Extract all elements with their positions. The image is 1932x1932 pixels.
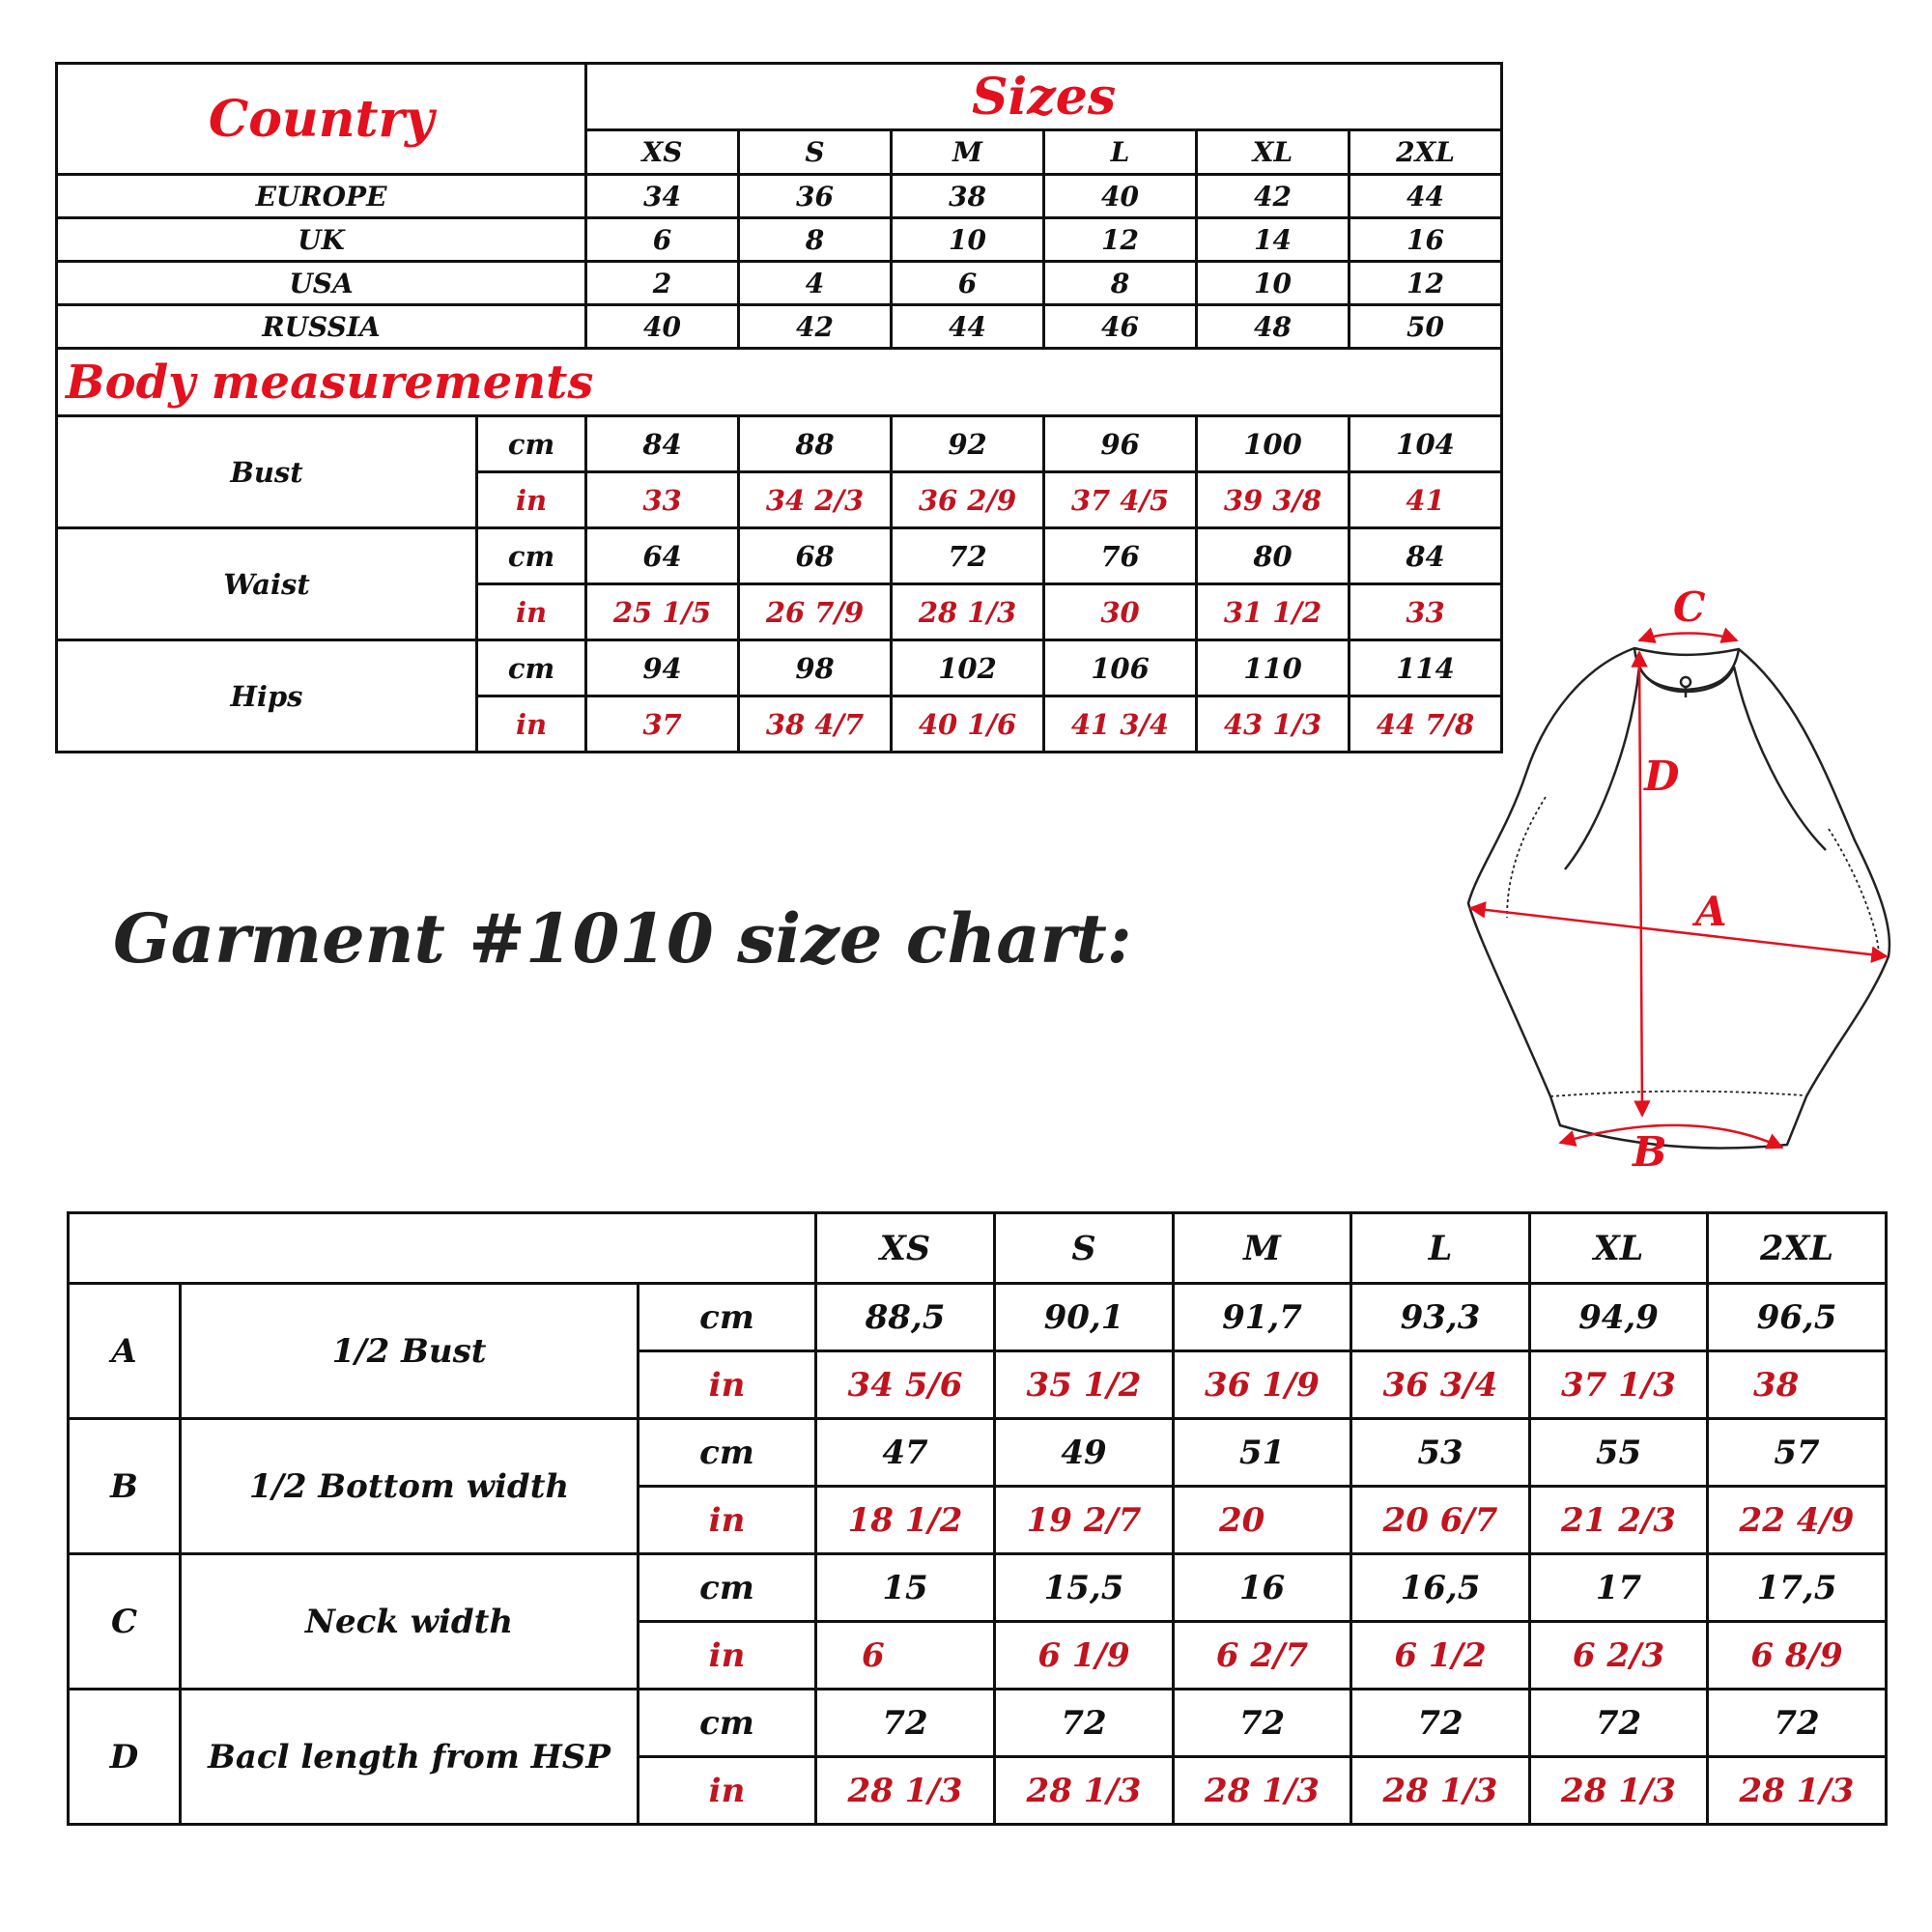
size-header: L xyxy=(1044,130,1197,175)
unit-label: in xyxy=(477,472,586,528)
country-size-table xyxy=(55,62,1503,753)
size-value: 48 xyxy=(1197,305,1350,349)
in-value: 38 xyxy=(1708,1351,1887,1419)
in-value: 39 3/8 xyxy=(1197,472,1350,528)
measurement-name: Hips xyxy=(57,640,477,753)
measurement-name: Bust xyxy=(57,416,477,528)
size-value: 36 xyxy=(739,175,892,218)
unit-label: cm xyxy=(639,1690,816,1757)
in-value: 44 7/8 xyxy=(1350,696,1502,753)
cm-value: 94,9 xyxy=(1530,1284,1708,1351)
table-row xyxy=(69,1419,1887,1487)
cm-value: 55 xyxy=(1530,1419,1708,1487)
cm-value: 53 xyxy=(1351,1419,1530,1487)
in-value: 41 xyxy=(1350,472,1502,528)
table-row xyxy=(57,416,1502,472)
cm-value: 96,5 xyxy=(1708,1284,1887,1351)
in-value: 33 xyxy=(1350,584,1502,640)
cm-value: 57 xyxy=(1708,1419,1887,1487)
country-name: EUROPE xyxy=(57,175,586,218)
in-value: 6 2/7 xyxy=(1174,1622,1351,1690)
page-title: Garment #1010 size chart: xyxy=(113,898,1132,979)
size-value: 2 xyxy=(586,262,739,305)
size-header: L xyxy=(1351,1213,1530,1284)
cm-value: 76 xyxy=(1044,528,1197,584)
in-value: 6 8/9 xyxy=(1708,1622,1887,1690)
cm-value: 68 xyxy=(739,528,892,584)
unit-label: in xyxy=(639,1351,816,1419)
arrow-a xyxy=(1470,908,1887,956)
in-value: 6 xyxy=(816,1622,995,1690)
cm-value: 15 xyxy=(816,1554,995,1622)
size-value: 50 xyxy=(1350,305,1502,349)
unit-label: in xyxy=(639,1757,816,1825)
in-value: 6 1/9 xyxy=(995,1622,1174,1690)
body-measurements-title: Body measurements xyxy=(57,349,1502,416)
table-row xyxy=(57,175,1502,218)
garment-stitching xyxy=(1507,797,1879,1096)
in-value: 20 xyxy=(1174,1487,1351,1554)
in-value: 28 1/3 xyxy=(1351,1757,1530,1825)
table-row xyxy=(57,640,1502,696)
in-value: 37 xyxy=(586,696,739,753)
label-c: C xyxy=(1673,589,1706,631)
row-letter: C xyxy=(69,1554,181,1690)
in-value: 37 1/3 xyxy=(1530,1351,1708,1419)
label-a: A xyxy=(1695,888,1727,935)
cm-value: 64 xyxy=(586,528,739,584)
table-row xyxy=(57,305,1502,349)
size-value: 14 xyxy=(1197,218,1350,262)
size-value: 10 xyxy=(1197,262,1350,305)
cm-value: 100 xyxy=(1197,416,1350,472)
size-value: 40 xyxy=(586,305,739,349)
cm-value: 84 xyxy=(1350,528,1502,584)
row-name: Neck width xyxy=(181,1554,639,1690)
cm-value: 98 xyxy=(739,640,892,696)
in-value: 43 1/3 xyxy=(1197,696,1350,753)
sizes-header: Sizes xyxy=(586,64,1502,130)
size-header: XS xyxy=(816,1213,995,1284)
in-value: 22 4/9 xyxy=(1708,1487,1887,1554)
table-row xyxy=(69,1554,1887,1622)
country-header: Country xyxy=(57,64,586,175)
in-value: 28 1/3 xyxy=(1530,1757,1708,1825)
cm-value: 84 xyxy=(586,416,739,472)
unit-label: cm xyxy=(639,1419,816,1487)
size-value: 12 xyxy=(1044,218,1197,262)
garment-measurement-table xyxy=(67,1211,1888,1826)
size-value: 10 xyxy=(892,218,1044,262)
empty-corner xyxy=(69,1213,816,1284)
arrow-d xyxy=(1639,652,1642,1116)
cm-value: 72 xyxy=(1708,1690,1887,1757)
cm-value: 72 xyxy=(816,1690,995,1757)
row-name: Bacl length from HSP xyxy=(181,1690,639,1825)
in-value: 40 1/6 xyxy=(892,696,1044,753)
row-name: 1/2 Bust xyxy=(181,1284,639,1419)
unit-label: cm xyxy=(639,1284,816,1351)
cm-value: 49 xyxy=(995,1419,1174,1487)
unit-label: cm xyxy=(477,528,586,584)
cm-value: 72 xyxy=(1174,1690,1351,1757)
in-value: 28 1/3 xyxy=(892,584,1044,640)
label-b: B xyxy=(1633,1128,1667,1176)
size-value: 6 xyxy=(586,218,739,262)
size-header: XL xyxy=(1530,1213,1708,1284)
unit-label: cm xyxy=(639,1554,816,1622)
in-value: 35 1/2 xyxy=(995,1351,1174,1419)
in-value: 30 xyxy=(1044,584,1197,640)
cm-value: 72 xyxy=(1530,1690,1708,1757)
cm-value: 16 xyxy=(1174,1554,1351,1622)
in-value: 25 1/5 xyxy=(586,584,739,640)
unit-label: in xyxy=(639,1487,816,1554)
in-value: 18 1/2 xyxy=(816,1487,995,1554)
in-value: 34 5/6 xyxy=(816,1351,995,1419)
row-letter: B xyxy=(69,1419,181,1554)
cm-value: 88 xyxy=(739,416,892,472)
size-header: M xyxy=(1174,1213,1351,1284)
size-header: S xyxy=(739,130,892,175)
table-row xyxy=(57,262,1502,305)
cm-value: 15,5 xyxy=(995,1554,1174,1622)
in-value: 31 1/2 xyxy=(1197,584,1350,640)
cm-value: 91,7 xyxy=(1174,1284,1351,1351)
country-name: USA xyxy=(57,262,586,305)
cm-value: 72 xyxy=(1351,1690,1530,1757)
size-value: 42 xyxy=(1197,175,1350,218)
unit-label: cm xyxy=(477,640,586,696)
in-value: 37 4/5 xyxy=(1044,472,1197,528)
size-header: 2XL xyxy=(1350,130,1502,175)
size-value: 38 xyxy=(892,175,1044,218)
country-name: RUSSIA xyxy=(57,305,586,349)
label-d: D xyxy=(1644,753,1680,800)
cm-value: 90,1 xyxy=(995,1284,1174,1351)
size-value: 12 xyxy=(1350,262,1502,305)
in-value: 28 1/3 xyxy=(816,1757,995,1825)
size-value: 4 xyxy=(739,262,892,305)
row-letter: D xyxy=(69,1690,181,1825)
in-value: 36 2/9 xyxy=(892,472,1044,528)
arrow-b xyxy=(1560,1125,1782,1148)
cm-value: 51 xyxy=(1174,1419,1351,1487)
in-value: 21 2/3 xyxy=(1530,1487,1708,1554)
size-value: 6 xyxy=(892,262,1044,305)
size-value: 40 xyxy=(1044,175,1197,218)
in-value: 36 1/9 xyxy=(1174,1351,1351,1419)
in-value: 34 2/3 xyxy=(739,472,892,528)
unit-label: in xyxy=(477,696,586,753)
cm-value: 72 xyxy=(892,528,1044,584)
in-value: 41 3/4 xyxy=(1044,696,1197,753)
cm-value: 17 xyxy=(1530,1554,1708,1622)
unit-label: in xyxy=(639,1622,816,1690)
cm-value: 102 xyxy=(892,640,1044,696)
cm-value: 92 xyxy=(892,416,1044,472)
table-row xyxy=(69,1690,1887,1757)
in-value: 6 1/2 xyxy=(1351,1622,1530,1690)
size-value: 44 xyxy=(1350,175,1502,218)
size-header: S xyxy=(995,1213,1174,1284)
size-header: XL xyxy=(1197,130,1350,175)
size-value: 42 xyxy=(739,305,892,349)
cm-value: 80 xyxy=(1197,528,1350,584)
size-header: XS xyxy=(586,130,739,175)
size-value: 44 xyxy=(892,305,1044,349)
cm-value: 104 xyxy=(1350,416,1502,472)
in-value: 36 3/4 xyxy=(1351,1351,1530,1419)
cm-value: 110 xyxy=(1197,640,1350,696)
in-value: 19 2/7 xyxy=(995,1487,1174,1554)
cm-value: 72 xyxy=(995,1690,1174,1757)
in-value: 33 xyxy=(586,472,739,528)
table-row xyxy=(57,528,1502,584)
size-value: 34 xyxy=(586,175,739,218)
garment-diagram xyxy=(1454,589,1908,1188)
size-header: M xyxy=(892,130,1044,175)
cm-value: 114 xyxy=(1350,640,1502,696)
cm-value: 88,5 xyxy=(816,1284,995,1351)
size-value: 8 xyxy=(739,218,892,262)
cm-value: 96 xyxy=(1044,416,1197,472)
in-value: 6 2/3 xyxy=(1530,1622,1708,1690)
unit-label: in xyxy=(477,584,586,640)
cm-value: 47 xyxy=(816,1419,995,1487)
measurement-arrows xyxy=(1470,634,1887,1149)
cm-value: 94 xyxy=(586,640,739,696)
garment-outline xyxy=(1468,648,1889,1148)
size-header: 2XL xyxy=(1708,1213,1887,1284)
in-value: 28 1/3 xyxy=(1708,1757,1887,1825)
table-row xyxy=(69,1284,1887,1351)
row-letter: A xyxy=(69,1284,181,1419)
in-value: 38 4/7 xyxy=(739,696,892,753)
country-name: UK xyxy=(57,218,586,262)
size-value: 16 xyxy=(1350,218,1502,262)
row-name: 1/2 Bottom width xyxy=(181,1419,639,1554)
unit-label: cm xyxy=(477,416,586,472)
cm-value: 17,5 xyxy=(1708,1554,1887,1622)
in-value: 26 7/9 xyxy=(739,584,892,640)
cm-value: 106 xyxy=(1044,640,1197,696)
in-value: 28 1/3 xyxy=(1174,1757,1351,1825)
cm-value: 93,3 xyxy=(1351,1284,1530,1351)
arrow-c xyxy=(1639,634,1737,641)
cm-value: 16,5 xyxy=(1351,1554,1530,1622)
in-value: 28 1/3 xyxy=(995,1757,1174,1825)
in-value: 20 6/7 xyxy=(1351,1487,1530,1554)
measurement-name: Waist xyxy=(57,528,477,640)
size-value: 46 xyxy=(1044,305,1197,349)
table-row xyxy=(57,218,1502,262)
size-value: 8 xyxy=(1044,262,1197,305)
